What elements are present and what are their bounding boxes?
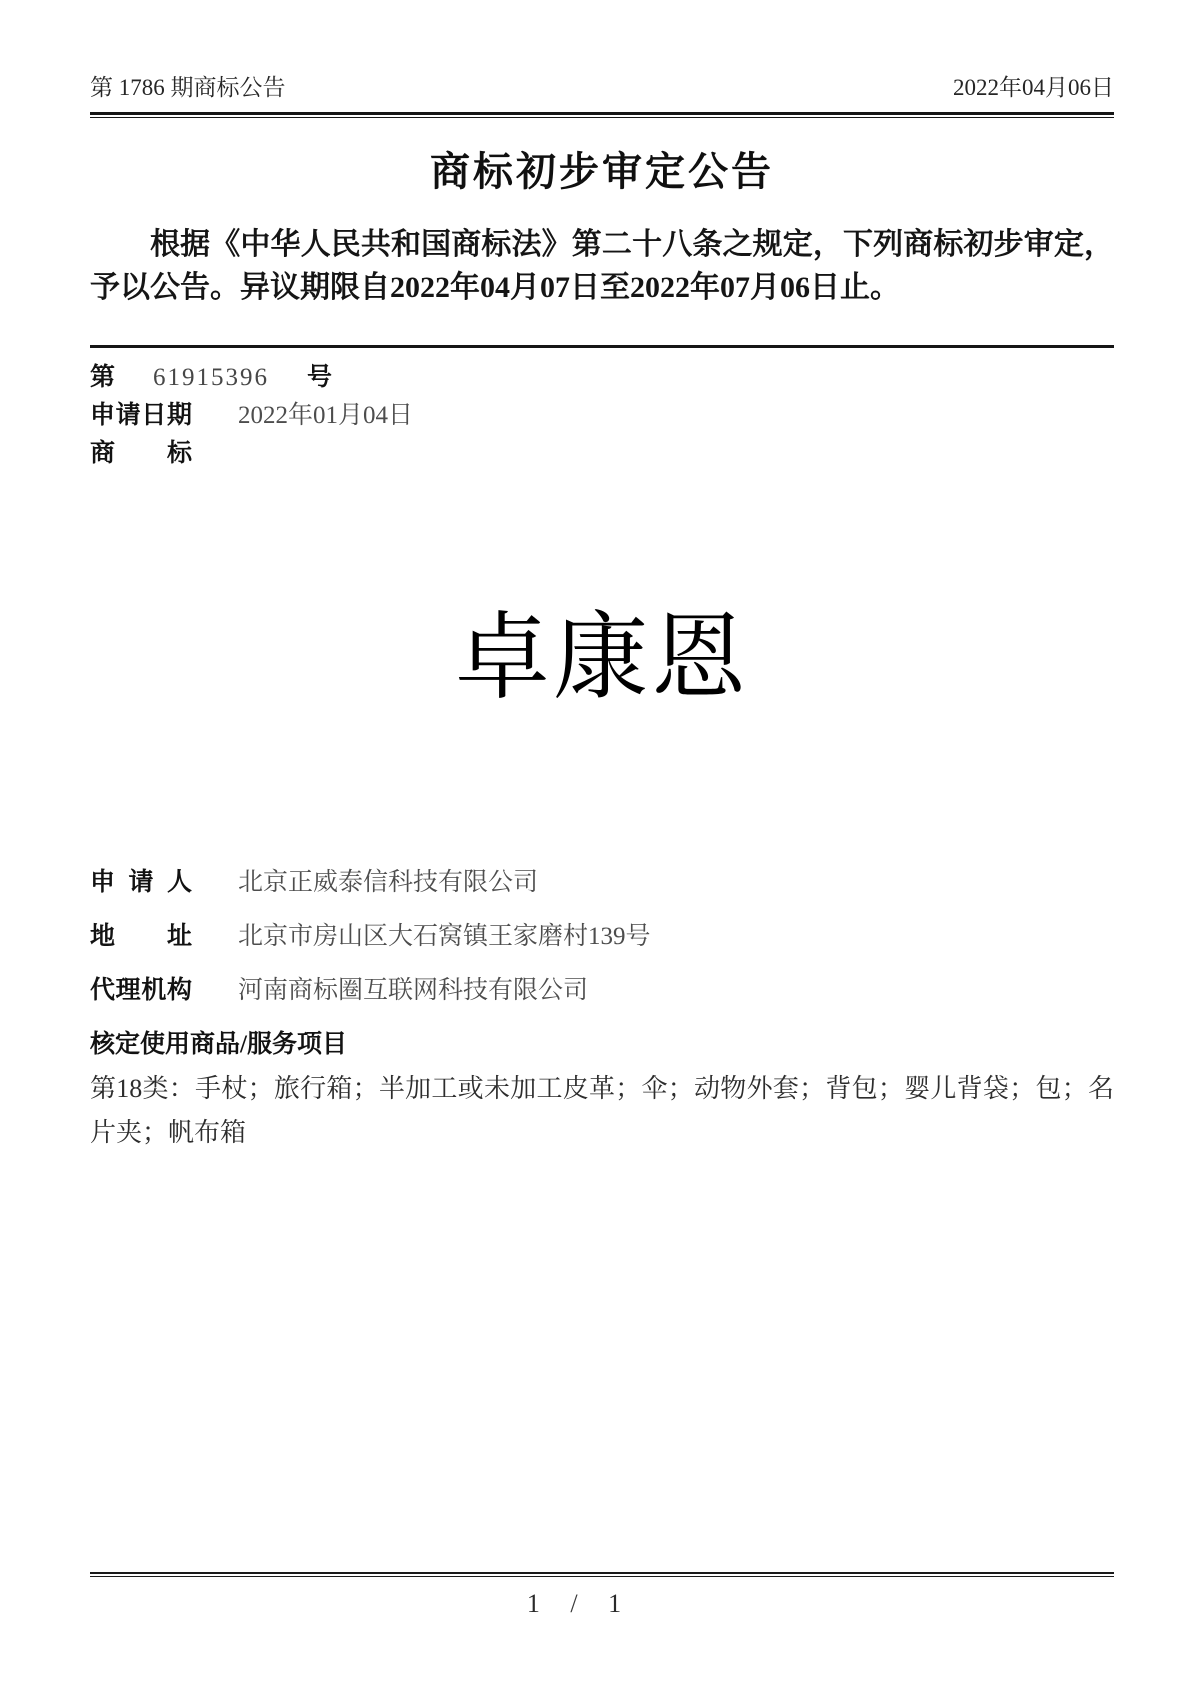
footer-rule xyxy=(90,1572,1114,1577)
page-footer xyxy=(90,1572,1114,1619)
gazette-date: 2022年04月06日 xyxy=(953,75,1114,100)
trademark-image-area xyxy=(90,475,1114,867)
goods-list: 第18类：手杖；旅行箱；半加工或未加工皮革；伞；动物外套；背包；婴儿背袋；包；名片夹；帆布箱 xyxy=(90,1074,1114,1147)
mark-label: 商 标 xyxy=(90,440,192,467)
gazette-issue-label: 第 1786 期商标公告 xyxy=(90,75,286,100)
applicant-label: 申 请 人 xyxy=(90,869,192,896)
applicant-fields xyxy=(90,867,1114,1155)
reg-no-suffix: 号 xyxy=(307,364,333,391)
mark-label-row xyxy=(90,437,1114,471)
reg-no-prefix: 第 xyxy=(90,364,116,391)
agency-value: 河南商标圈互联网科技有限公司 xyxy=(238,977,589,1004)
address-label: 地 址 xyxy=(90,923,192,950)
applicant-row xyxy=(90,867,1114,899)
header-rule xyxy=(90,112,1114,118)
address-value: 北京市房山区大石窝镇王家磨村139号 xyxy=(238,923,651,950)
registration-number: 61915396 xyxy=(153,364,270,391)
announcement-intro: 根据《中华人民共和国商标法》第二十八条之规定，下列商标初步审定，予以公告。异议期限自2022年04月07日至2022年07月06日止。 xyxy=(90,228,1114,304)
goods-section-header: 核定使用商品/服务项目 xyxy=(90,1031,347,1058)
trademark-text: 卓康恩 xyxy=(454,605,749,711)
page-separator: / xyxy=(570,1589,578,1618)
application-date-value: 2022年01月04日 xyxy=(238,402,414,429)
agency-row xyxy=(90,975,1114,1007)
applicant-value: 北京正威泰信科技有限公司 xyxy=(238,869,539,896)
address-row xyxy=(90,921,1114,953)
agency-label: 代理机构 xyxy=(90,977,192,1004)
registration-number-row xyxy=(90,361,1114,395)
page-header xyxy=(90,74,1114,102)
trademark-fields xyxy=(90,361,1114,471)
announcement-title: 商标初步审定公告 xyxy=(430,149,774,194)
page-total: 1 xyxy=(608,1589,622,1618)
section-rule xyxy=(90,345,1114,348)
page-current: 1 xyxy=(526,1589,540,1618)
page-number xyxy=(62,1589,1086,1619)
application-date-label: 申请日期 xyxy=(90,402,192,429)
application-date-row xyxy=(90,399,1114,433)
